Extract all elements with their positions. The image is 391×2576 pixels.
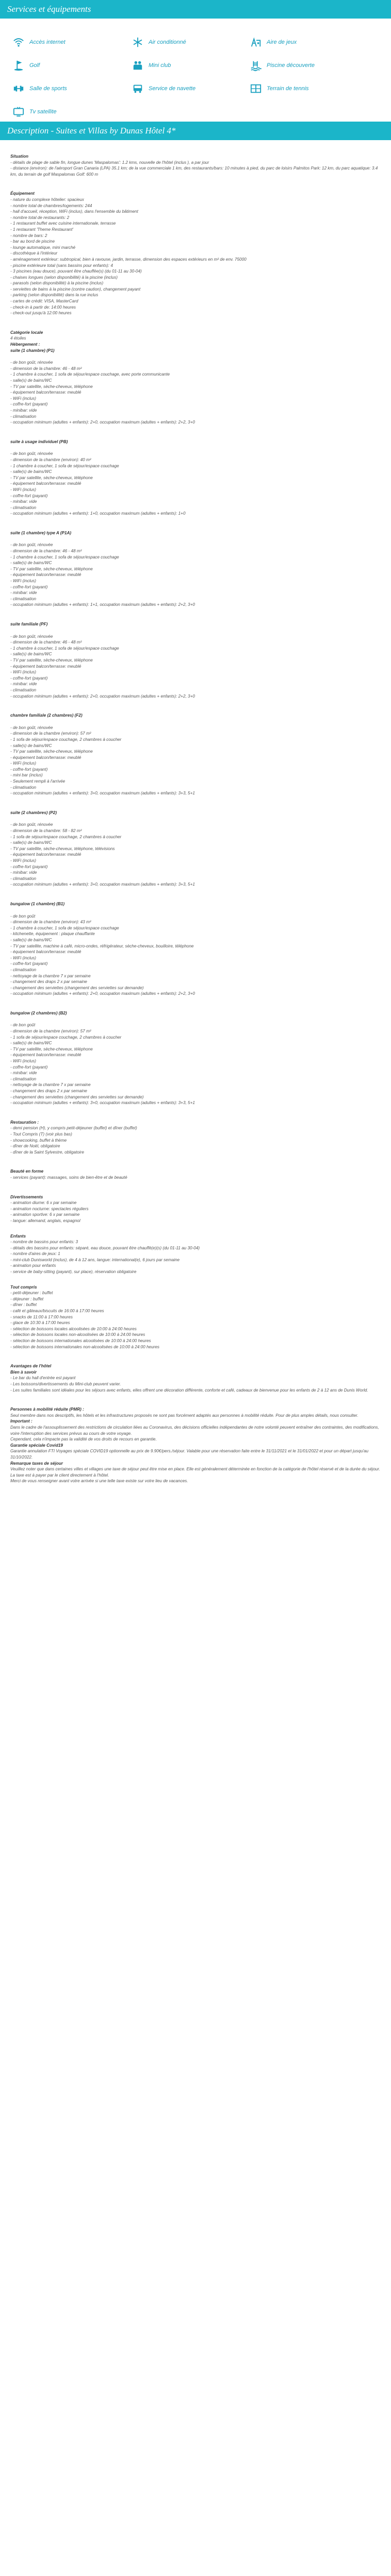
text-line: - de bon goût [10,1023,36,1028]
text-line: - changement des draps 2 x par semaine [10,979,87,985]
situation-section [10,154,381,177]
text-line: - détails de plage de sable fin, longue dunes 'Maspalomas': 1.2 kms, nouvelle de l'hôtel (inclus ), a par jour [10,160,209,165]
text-line: - sélection de boissons locales non-alcoolisées de 10:00 à 24:00 heures [10,1332,145,1337]
text-line: - WiFi (inclus) [10,487,36,492]
text-line: - Les suites familiales sont idéales pour les séjours avec enfants, elles offrent une décoration différente, conforte et café, cadeaux de bienvenue pour les enfants de 2 à 12 ans de Dunis World. [10,1387,368,1393]
text-line: - distance (environ): de l'aéroport Gran Canaria (LPA) 35.1 km; de la vue commerciale 1 km, des restaurants/bars: 10 minutes à pied, du parc de loisirs Palmitos Park: 12 km, du parc aquatique: 3.4 km, du terrain de golf Maspalomas Golf: 600 m [10,166,378,177]
text-line: Seul membre dans nos descriptifs, les hôtels et les infrastructures proposés ne sont pas forcément adaptés aux personnes à mobilité réduite. Pour de plus amples détails, nous consulter. [10,1413,359,1418]
service-mini-club [132,59,171,72]
text-line: Garantie annulation FTI Voyages spéciale COVID19 optionnelle au prix de 9.90€/pers./séjour. Valable pour une réservation faite entre le 31/11/2021 et le 31/01/2022 et pour un départ jusqu'au 31/10/2022. [10,1449,369,1460]
text-line: - TV par satellite, sèche-cheveux, téléphone [10,475,93,480]
text-line: - 1 sofa de séjour/espace couchage, 2 chambres à coucher [10,1035,122,1040]
text-line: - discothèque à l'intérieur [10,251,58,256]
text-line: - chaises longues (selon disponibilité) à la piscine (inclus) [10,275,118,280]
room-section [10,901,381,997]
all-inclusive-heading: Tout compris [10,1284,37,1290]
room-section [10,1010,381,1106]
room-heading: bungalow (2 chambres) (B2) [10,1010,67,1015]
text-line: - TV par satellite, machine à café, micro-ondes, réfrigérateur, sèche-cheveux, bouilloire, téléphone [10,943,194,948]
text-line: - nombre de bars: 2 [10,233,47,238]
description-header [0,122,391,140]
services-title: Services et équipements [7,4,91,14]
text-line: - de bon goût, rénovée [10,543,53,548]
service-shuttle [132,82,196,95]
text-line: - équipement balcon/terrasse: meublé [10,481,82,486]
text-line: - dimension de la chambre: 46 - 48 m² [10,640,82,645]
equipment-heading: Équipement [10,191,35,196]
service-label: Golf [29,62,40,69]
reduced-mobility-heading: Personnes à mobilité réduite (PMR) : [10,1407,84,1412]
text-line: - climatisation [10,967,37,972]
text-line: - 1 restaurant 'Theme Restaurant' [10,227,73,232]
text-line: - minibar: vide [10,682,37,687]
room-heading: chambre familiale (2 chambres) (F2) [10,713,83,718]
text-line: - sélection de boissons internationales alcoolisées de 10:00 à 24:00 heures [10,1338,151,1343]
room-section [10,810,381,888]
text-line: - minibar: vide [10,1071,37,1076]
text-line: - coffre-fort (payant) [10,1064,48,1070]
category-section [10,330,381,348]
entertainment-section [10,1194,381,1224]
service-air-conditioning [132,36,186,48]
text-line: Cependant, cela n'impacte pas la validité de vos droits de recours en garantie. [10,1437,157,1442]
reduced-mobility-section [10,1406,381,1484]
text-line: - 1 chambre à coucher, 1 sofa de séjour/espace couchage [10,463,119,468]
services-grid [0,19,391,122]
text-line: - nombre d'aires de jeux: 1 [10,1251,60,1257]
text-line: - 1 chambre à coucher, 1 sofa de séjour/espace couchage [10,646,119,651]
text-line: - animation diurne: 6 x par semaine [10,1200,77,1206]
text-line: - dîner : buffet [10,1302,37,1308]
text-line: - animation nocturne: spectacles réguliers [10,1206,89,1211]
text-line: - TV par satellite, sèche-cheveux, téléphone, télévisions [10,846,115,851]
text-line: - check-out jusqu'à 12:00 heures [10,311,72,316]
gym-icon [12,82,25,95]
text-line: - dimension de la chambre: 46 - 48 m² [10,366,82,371]
text-line: - aménagement extérieur: subtropical, bien à ravouse, jardin, terrasse, dimension des espaces extérieurs en m² de env. 75000 [10,257,247,262]
text-line: - salle(s) de bains/WC [10,652,52,657]
description-title: Description - Suites et Villas by Dunas Hôtel 4* [7,126,176,135]
text-line: - salle(s) de bains/WC [10,937,52,942]
room-section [10,530,381,608]
wellness-heading: Beauté en forme [10,1169,44,1174]
snowflake-icon [132,36,144,48]
text-line: - piscine extérieure total (sans bassins pour enfants): 4 [10,263,113,268]
restauration-section [10,1120,381,1156]
children-section [10,1233,381,1275]
text-line: - glace de 10:30 à 17:00 heures [10,1320,70,1326]
wellness-section [10,1168,381,1180]
text-line: - TV par satellite, sèche-cheveux, téléphone [10,749,93,754]
service-tv [12,106,57,118]
text-line: - animation sportive: 6 x par semaine [10,1212,80,1217]
text-line: - changement des serviettes (changement des serviettes sur demande) [10,985,144,990]
text-line: - occupation minimum (adultes + enfants): 2+0, occupation maximum (adultes + enfants): 2+2, 3+0 [10,420,195,425]
text-line: - sélection de boissons internationales non-alcoolisées de 10:00 à 24:00 heures [10,1344,160,1349]
text-line: - nettoyage de la chambre 7 x par semaine [10,1082,91,1088]
wifi-icon [12,36,25,48]
room-heading: suite (2 chambres) (P2) [10,810,57,815]
text-line: - WiFi (inclus) [10,761,36,766]
text-line: - serviettes de bains à la piscine (contre caution), changement payant [10,286,141,292]
service-label: Accès internet [29,39,66,45]
text-line: - salle(s) de bains/WC [10,469,52,474]
text-line: - de bon goût, rénovée [10,725,53,730]
text-line: - service de baby-sitting (payant), sur place), réservation obligatoire [10,1269,137,1275]
all-inclusive-section [10,1284,381,1350]
tourist-tax-heading: Remarque taxes de séjour [10,1461,63,1466]
playground-icon [250,36,262,48]
service-playground [250,36,297,48]
text-line: - parasols (selon disponibilité) à la piscine (inclus) [10,281,104,286]
category-heading: Catégorie locale [10,330,43,335]
text-line: - de bon goût, rénovée [10,822,53,827]
room-heading: suite (1 chambre) type A (P1A) [10,530,72,535]
text-line: - bar au bord de piscine [10,239,55,244]
text-line: - occupation minimum (adultes + enfants): 3+0, occupation maximum (adultes + enfants): 3+3, 5+1 [10,1100,195,1106]
service-label: Service de navette [149,86,196,92]
kids-club-icon [132,59,144,72]
text-line: - salle(s) de bains/WC [10,561,52,566]
services-header [0,0,391,19]
text-line: - cartes de crédit: VISA, MasterCard [10,299,78,304]
text-line: - dimension de la chambre: 46 - 48 m² [10,549,82,554]
text-line: Dans le cadre de l'assouplissement des restrictions de circulation liées au Coronavirus, des décisions officielles indépendantes de notre volonté peuvent entraîner des contraintes, des modifications, voire l'interruption des services prévus au cours de votre voyage. [10,1425,379,1436]
text-line: - parking (selon disponibilité) dans la rue inclus [10,293,99,298]
text-line: - coffre-fort (payant) [10,402,48,407]
text-line: - équipement balcon/terrasse: meublé [10,950,82,955]
text-line: - dimension de la chambre (environ): 57 m² [10,1029,91,1034]
text-line: - équipement balcon/terrasse: meublé [10,852,82,857]
text-line: - mini bar (inclus) [10,773,43,778]
service-label: Piscine découverte [267,62,315,69]
text-line: - équipement balcon/terrasse: meublé [10,390,82,395]
text-line: - WiFi (inclus) [10,1059,36,1064]
room-section [10,713,381,796]
text-line: - petit-déjeuner : buffet [10,1291,53,1296]
text-line: - coffre-fort (payant) [10,767,48,772]
text-line: - TV par satellite, sèche-cheveux, téléphone [10,1046,93,1052]
text-line: - minibar: vide [10,870,37,875]
text-line: - mini-club Dunisworld (inclus), de 4 à 12 ans, langue: international(e), 6 jours par semaine [10,1257,180,1262]
text-line: - Tout Compris (T) (voir plus bas) [10,1131,72,1137]
service-label: Tv satellite [29,109,57,115]
tv-icon [12,106,25,118]
text-line: - 1 sofa de séjour/espace couchage, 2 chambres à coucher [10,737,122,742]
text-line: - TV par satellite, sèche-cheveux, téléphone [10,566,93,571]
service-golf [12,59,40,72]
text-line: - coffre-fort (payant) [10,961,48,967]
text-line: - TV par satellite, sèche-cheveux, téléphone [10,657,93,663]
text-line: - équipement balcon/terrasse: meublé [10,755,82,760]
children-heading: Enfants [10,1233,26,1239]
room-heading: suite familiale (PF) [10,622,48,626]
accommodation-heading: Hébergement : [10,342,40,347]
service-label: Mini club [149,62,171,69]
category-value: 4 étoiles [10,336,26,341]
text-line: - snacks de 11:00 à 17:00 heures [10,1314,73,1319]
text-line: - minibar: vide [10,590,37,596]
text-line: - services (payant): massages, soins de bien-être et de beauté [10,1175,127,1180]
text-line: - café et gâteaux/biscuits de 16:00 à 17:00 heures [10,1309,104,1314]
service-gym [12,82,67,95]
text-line: - dimension de la chambre (environ): 57 m² [10,731,91,736]
text-line: - check-in à partir de: 14:00 heures [10,304,76,310]
text-line: - minibar: vide [10,499,37,504]
hotel-advantages-section [10,1363,381,1393]
text-line: - climatisation [10,687,37,692]
text-line: - équipement balcon/terrasse: meublé [10,664,82,669]
text-line: - coffre-fort (payant) [10,493,48,498]
text-line: - nettoyage de la chambre 7 x par semaine [10,973,91,978]
text-line: - salle(s) de bains/WC [10,840,52,845]
description-content [0,140,391,1484]
text-line: - sélection de boissons locales alcoolisées de 10:00 à 24:00 heures [10,1326,137,1331]
text-line: - nombre de bassins pour enfants: 3 [10,1240,78,1245]
text-line: - de bon goût, rénovée [10,451,53,456]
text-line: - lounge automatique, mini marché [10,245,76,250]
text-line: - occupation minimum (adultes + enfants): 2+0, occupation maximum (adultes + enfants): 2+2, 3+0 [10,991,195,996]
text-line: - occupation minimum (adultes + enfants): 1+0, occupation maximum (adultes + enfants): 1+0 [10,511,186,516]
room-section [10,348,381,426]
text-line: - nombre total de restaurants: 2 [10,215,70,220]
text-line: - dimension de la chambre (environ): 43 m² [10,920,91,925]
text-line: - coffre-fort (payant) [10,584,48,589]
equipment-section [10,191,381,316]
text-line: - nature du complexe hôtelier: spacieux [10,197,84,202]
service-label: Air conditionné [149,39,186,45]
text-line: - climatisation [10,1076,37,1081]
text-line: - dimension de la chambre (environ): 40 m² [10,457,91,462]
text-line: - 1 chambre à coucher, 1 sofa de séjour/espace couchage, avec porte communicante [10,372,170,377]
restauration-heading: Restauration : [10,1120,39,1125]
room-heading: bungalow (1 chambre) (B1) [10,901,65,906]
text-line: - équipement balcon/terrasse: meublé [10,1053,82,1058]
text-line: - salle(s) de bains/WC [10,378,52,383]
service-tennis [250,82,309,95]
service-pool [250,59,315,72]
situation-heading: Situation [10,154,29,159]
text-line: - minibar: vide [10,408,37,413]
text-line: - WiFi (inclus) [10,396,36,401]
text-line: - nombre total de chambres/logements: 244 [10,203,92,208]
service-internet [12,36,66,48]
text-line: - détails des bassins pour enfants: séparé, eau douce, pouvant être chauffé(e)(s) (du 01-11 au 30-04) [10,1245,200,1250]
pool-icon [250,59,262,72]
text-line: - TV par satellite, sèche-cheveux, téléphone [10,384,93,389]
text-line: - langue: allemand, anglais, espagnol [10,1218,80,1223]
text-line: - kitchenette, équipement : plaque chauffante [10,931,95,937]
text-line: - équipement balcon/terrasse: meublé [10,572,82,578]
shuttle-icon [132,82,144,95]
text-line: - déjeuner : buffet [10,1296,44,1301]
text-line: - occupation minimum (adultes + enfants): 3+0, occupation maximum (adultes + enfants): 3+3, 5+1 [10,791,195,796]
text-line: - showcooking, buffet à thème [10,1138,67,1143]
text-line: - 1 chambre à coucher, 1 sofa de séjour/espace couchage [10,554,119,560]
text-line: - WiFi (inclus) [10,858,36,863]
tennis-icon [250,82,262,95]
covid-guarantee-heading: Garantie spéciale Covid19 [10,1443,63,1448]
text-line: - coffre-fort (payant) [10,675,48,681]
room-heading: suite (1 chambre) (P1) [10,348,55,353]
text-line: - WiFi (inclus) [10,579,36,584]
text-line: Veuillez noter que dans certaines villes et villages une taxe de séjour peut être mise en place. Elle est généralement déterminée en fonction de la catégorie de l'hôtel réservé et de la durée du séjour. La taxe est à payer par le client directement à l'hôtel. [10,1467,380,1478]
text-line: - occupation minimum (adultes + enfants): 3+0, occupation maximum (adultes + enfants): 3+3, 5+1 [10,882,195,887]
text-line: - animation pour enfants [10,1263,56,1268]
text-line: - dîner de Noël, obligatoire [10,1144,60,1149]
text-line: - occupation minimum (adultes + enfants): 1+1, occupation maximum (adultes + enfants): 2+2, 3+0 [10,602,195,607]
room-heading: suite à usage individuel (PB) [10,439,68,444]
text-line: - Les boissons/divertissements du Mini-club peuvent varier. [10,1381,121,1386]
text-line: - occupation minimum (adultes + enfants): 2+0, occupation maximum (adultes + enfants): 2+2, 3+0 [10,693,195,699]
text-line: - 1 sofa de séjour/espace couchage, 2 chambres à coucher [10,834,122,839]
text-line: - hall d'accueil, réception, WiFi (inclus), dans l'ensemble du bâtiment [10,209,138,214]
text-line: - changement des serviettes (changement des serviettes sur demande) [10,1094,144,1099]
text-line: - salle(s) de bains/WC [10,1041,52,1046]
text-line: - salle(s) de bains/WC [10,743,52,748]
text-line: - WiFi (inclus) [10,670,36,675]
text-line: - coffre-fort (payant) [10,864,48,869]
text-line: - dimension de la chambre: 58 - 82 m² [10,828,82,834]
text-line: Merci de vous renseigner avant votre arrivée si une telle taxe existe sur votre lieu de vacances. [10,1479,188,1484]
text-line: - WiFi (inclus) [10,955,36,960]
text-line: - de bon goût, rénovée [10,634,53,639]
entertainment-heading: Divertissements [10,1194,43,1199]
text-line: - climatisation [10,876,37,881]
text-line: - climatisation [10,596,37,601]
room-section [10,439,381,517]
service-label: Salle de sports [29,86,67,92]
text-line: - climatisation [10,505,37,510]
text-line: - de bon goût [10,913,36,919]
text-line: - 3 piscines (eau douce), pouvant être chauffée(s) (du 01-11 au 30-04) [10,269,142,274]
service-label: Aire de jeux [267,39,297,45]
text-line: - de bon goût, rénovée [10,360,53,365]
important-heading: Important : [10,1419,32,1424]
text-line: - demi pension (H), y compris petit-déjeuner (buffet) et dîner (buffet) [10,1126,137,1131]
text-line: - climatisation [10,785,37,790]
text-line: - Seulement rempli à l'arrivée [10,779,66,784]
text-line: - 1 chambre à coucher, 1 sofa de séjour/espace couchage [10,925,119,930]
good-to-know-heading: Bien à savoir [10,1369,37,1375]
advantages-heading: Avantages de l'hôtel [10,1364,52,1369]
text-line: - 1 restaurant buffet avec cuisine internationale, terrasse [10,221,116,226]
text-line: - climatisation [10,414,37,419]
golf-icon [12,59,25,72]
text-line: - dîner de la Saint Sylvestre, obligatoire [10,1149,84,1155]
service-label: Terrain de tennis [267,86,309,92]
room-section [10,621,381,699]
text-line: - Le bar du hall d'entrée est payant [10,1376,76,1381]
text-line: - changement des draps 2 x par semaine [10,1089,87,1093]
